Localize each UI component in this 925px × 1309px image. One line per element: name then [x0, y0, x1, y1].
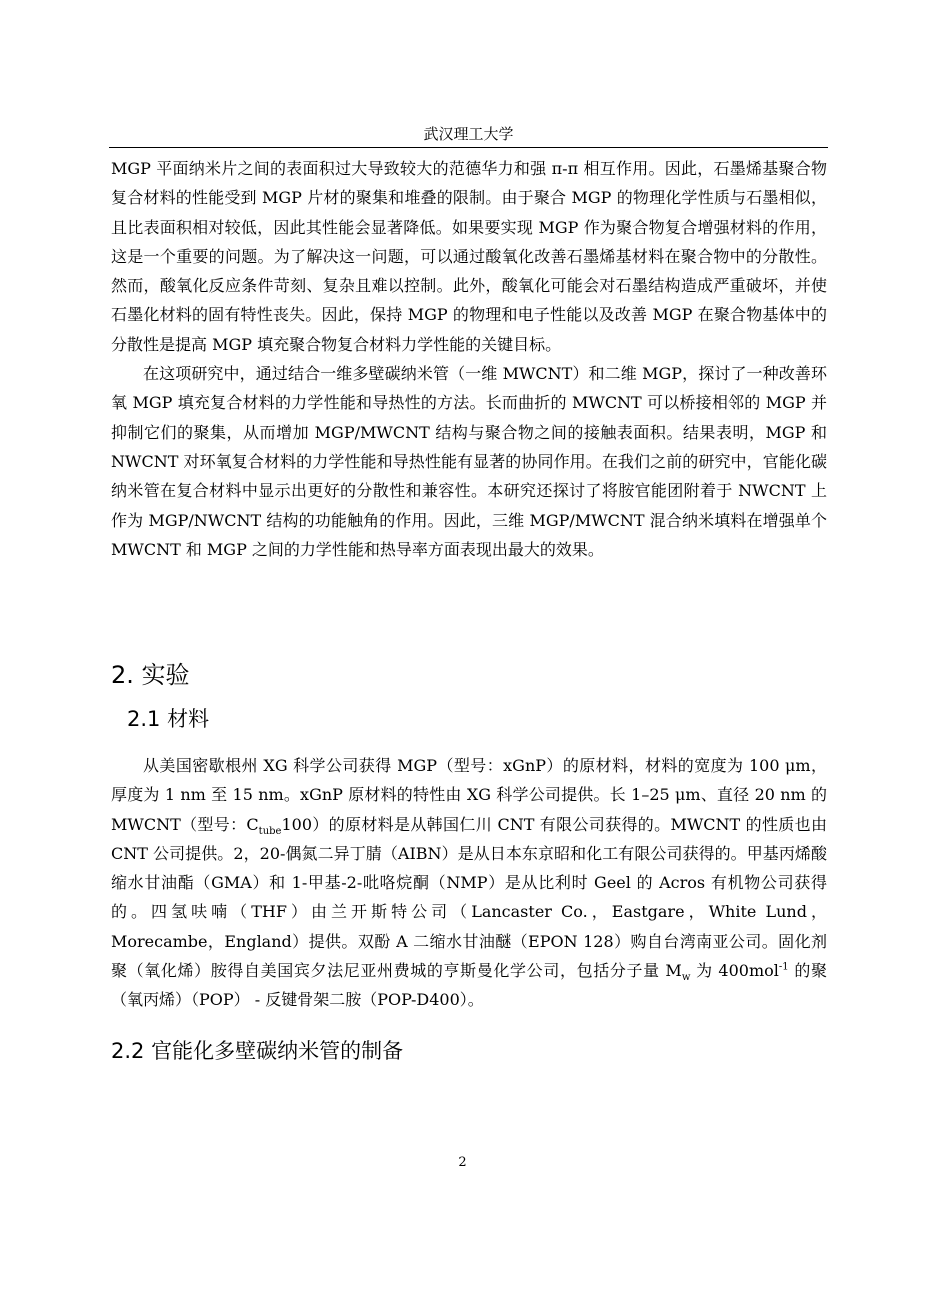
paragraph-3-part-d: 的聚（氧丙烯）（POP） - 反键骨架二胺（POP-D400）。: [111, 961, 827, 1010]
body-section-2: [111, 751, 827, 1015]
paragraph-2: 在这项研究中，通过结合一维多壁碳纳米管（一维 MWCNT）和二维 MGP，探讨了一种改善环氧 MGP 填充复合材料的力学性能和导热性的方法。长而曲折的 MWCNT 可以桥接相邻的 MGP 并抑制它们的聚集，从而增加 MGP/MWCNT 结构与聚合物之间的接触表面积。结果表明，MGP 和 NWCNT 对环氧复合材料的力学性能和导热性能有显著的协同作用。在我们之前的研究中，官能化碳纳米管在复合材料中显示出更好的分散性和兼容性。本研究还探讨了将胺官能团附着于 NWCNT 上作为 MGP/NWCNT 结构的功能触角的作用。因此，三维 MGP/MWCNT 混合纳米填料在增强单个 MWCNT 和 MGP 之间的力学性能和热导率方面表现出最大的效果。: [111, 364, 827, 559]
paragraph-3-part-a: 从美国密歇根州 XG 科学公司获得 MGP（型号：xGnP）的原材料，材料的宽度为 100 μm，厚度为 1 nm 至 15 nm。xGnP 原材料的特性由 XG 科学公司提供。长 1–25 μm、直径 20 nm 的 MWCNT（型号：C: [111, 756, 827, 834]
paragraph-3-part-b: 100）的原材料是从韩国仁川 CNT 有限公司获得的。MWCNT 的性质也由 CNT 公司提供。2，20-偶氮二异丁腈（AIBN）是从日本东京昭和化工有限公司获得的。甲基丙烯酸缩水甘油酯（GMA）和 1-甲基-2-吡咯烷酮（NMP）是从比利时 Geel 的 Acros 有机物公司获得的。四氢呋喃（THF）由兰开斯特公司（Lancaster Co.，Eastgare，White Lund，Morecambe，England）提供。双酚 A 二缩水甘油醚（EPON 128）购自台湾南亚公司。固化剂聚（氧化烯）胺得自美国宾夕法尼亚州费城的亨斯曼化学公司，包括分子量 M: [111, 814, 827, 981]
subsection-heading-functionalized-mwcnt: 2.2 官能化多壁碳纳米管的制备: [111, 1039, 404, 1063]
paragraph-3-part-c: 为 400mol: [690, 961, 779, 981]
section-heading-experiment: 2. 实验: [111, 661, 190, 689]
subscript-tube: tube: [258, 825, 282, 837]
subsection-heading-materials: 2.1 材料: [127, 707, 210, 731]
superscript-minus-one: -1: [778, 961, 789, 973]
running-header: 武汉理工大学: [423, 125, 514, 143]
body-section-1: [111, 154, 827, 564]
subscript-w: w: [681, 972, 691, 984]
paragraph-1: MGP 平面纳米片之间的表面积过大导致较大的范德华力和强 π-π 相互作用。因此，石墨烯基聚合物复合材料的性能受到 MGP 片材的聚集和堆叠的限制。由于聚合 MGP 的物理化学性质与石墨相似，且比表面积相对较低，因此其性能会显著降低。如果要实现 MGP 作为聚合物复合增强材料的作用，这是一个重要的问题。为了解决这一问题，可以通过酸氧化改善石墨烯基材料在聚合物中的分散性。然而，酸氧化反应条件苛刻、复杂且难以控制。此外，酸氧化可能会对石墨结构造成严重破坏，并使石墨化材料的固有特性丧失。因此，保持 MGP 的物理和电子性能以及改善 MGP 在聚合物基体中的分散性是提高 MGP 填充聚合物复合材料力学性能的关键目标。: [111, 159, 827, 354]
header-rule: [109, 147, 828, 148]
paragraph-3: [111, 751, 827, 1015]
page-number: 2: [458, 1155, 467, 1170]
